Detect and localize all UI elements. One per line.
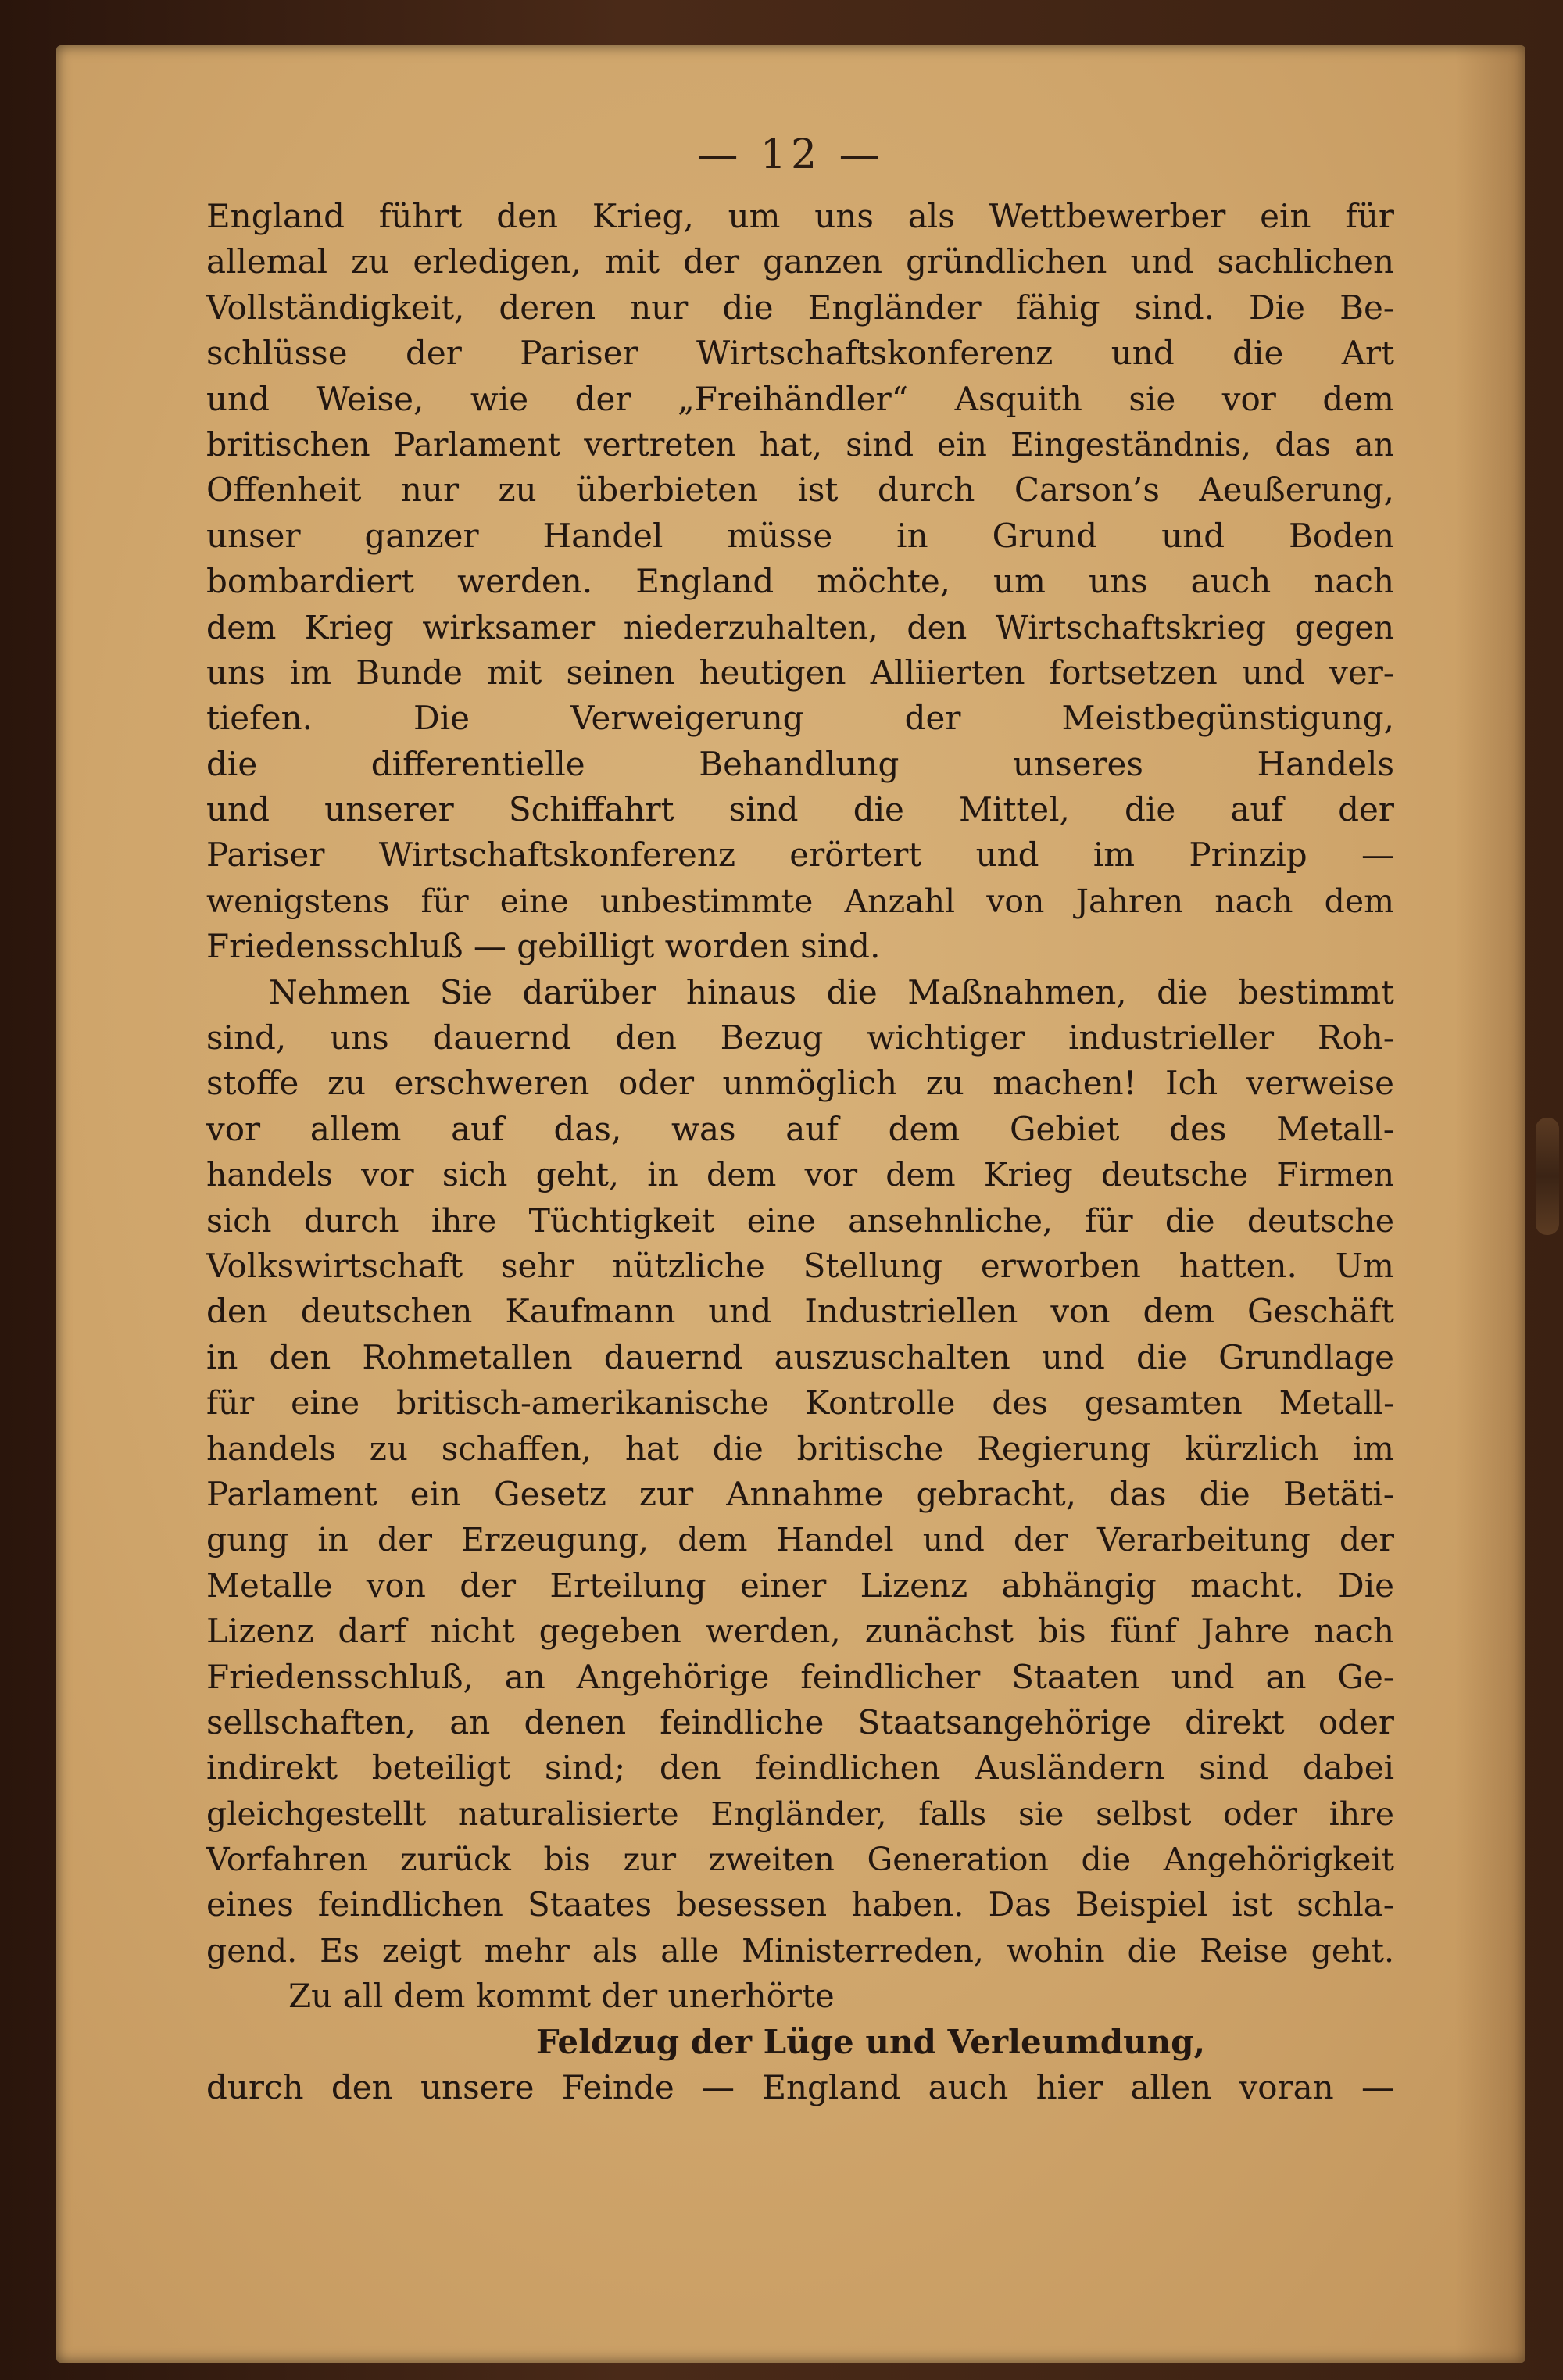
text-line: indirekt beteiligt sind; den feindlichen Ausländern sind dabei (206, 1748, 1394, 1788)
text-line: sich durch ihre Tüchtigkeit eine ansehnliche, für die deutsche (206, 1201, 1394, 1240)
text-line: uns im Bunde mit seinen heutigen Alliierten fortsetzen und ver- (206, 653, 1394, 692)
text-line: sellschaften, an denen feindliche Staatsangehörige direkt oder (206, 1702, 1394, 1741)
text-line: den deutschen Kaufmann und Industriellen von dem Geschäft (206, 1292, 1394, 1331)
text-line: in den Rohmetallen dauernd auszuschalten und die Grundlage (206, 1337, 1394, 1376)
text-line: Friedensschluß, an Angehörige feindlicher Staaten und an Ge- (206, 1657, 1394, 1696)
text-line: Zu all dem kommt der unerhörte (288, 1977, 835, 2016)
text-line: gung in der Erzeugung, dem Handel und der Verarbeitung der (206, 1521, 1394, 1559)
text-line: unser ganzer Handel müsse in Grund und Boden (206, 516, 1394, 555)
text-line: Vollständigkeit, deren nur die Engländer fähig sind. Die Be- (206, 288, 1394, 327)
text-line: allemal zu erledigen, mit der ganzen gründlichen und sachlichen (206, 242, 1394, 281)
text-line: bombardiert werden. England möchte, um uns auch nach (206, 562, 1394, 601)
text-line: gend. Es zeigt mehr als alle Ministerreden, wohin die Reise geht. (206, 1931, 1394, 1970)
text-line: handels zu schaffen, hat die britische Regierung kürzlich im (206, 1429, 1394, 1468)
text-line: eines feindlichen Staates besessen haben. Das Beispiel ist schla- (206, 1885, 1394, 1924)
body-text (206, 194, 1394, 2110)
text-line: für eine britisch-amerikanische Kontrolle des gesamten Metall- (206, 1384, 1394, 1423)
text-line: Pariser Wirtschaftskonferenz erörtert und im Prinzip — (206, 836, 1394, 875)
text-line: dem Krieg wirksamer niederzuhalten, den Wirtschaftskrieg gegen (206, 608, 1394, 646)
text-line: durch den unsere Feinde — England auch hier allen voran — (206, 2068, 1394, 2107)
text-line: tiefen. Die Verweigerung der Meistbegünstigung, (206, 699, 1394, 738)
section-heading: Feldzug der Lüge und Verleumdung, (535, 2022, 1206, 2061)
text-line: und unserer Schiffahrt sind die Mittel, die auf der (206, 790, 1394, 829)
text-line: die differentielle Behandlung unseres Handels (206, 744, 1394, 783)
text-line: England führt den Krieg, um uns als Wettbewerber ein für (206, 197, 1394, 235)
text-line: sind, uns dauernd den Bezug wichtiger industrieller Roh- (206, 1018, 1394, 1058)
text-line: Offenheit nur zu überbieten ist durch Carson’s Aeußerung, (206, 471, 1394, 510)
text-line: Nehmen Sie darüber hinaus die Maßnahmen, die bestimmt (269, 972, 1394, 1011)
text-line: handels vor sich geht, in dem vor dem Krieg deutsche Firmen (206, 1156, 1394, 1194)
text-line: wenigstens für eine unbestimmte Anzahl von Jahren nach dem (206, 882, 1394, 920)
text-line: Metalle von der Erteilung einer Lizenz abhängig macht. Die (206, 1566, 1394, 1605)
text-line: Friedensschluß — gebilligt worden sind. (206, 927, 881, 966)
text-line: Lizenz darf nicht gegeben werden, zunächst bis fünf Jahre nach (206, 1612, 1394, 1651)
text-line: gleichgestellt naturalisierte Engländer, falls sie selbst oder ihre (206, 1795, 1394, 1833)
text-line: und Weise, wie der „Freihändler“ Asquith sie vor dem (206, 379, 1394, 418)
text-line: stoffe zu erschweren oder unmöglich zu machen! Ich verweise (206, 1064, 1394, 1103)
text-line: britischen Parlament vertreten hat, sind ein Eingeständnis, das an (206, 425, 1394, 463)
book-page (56, 45, 1525, 2363)
text-line: schlüsse der Pariser Wirtschaftskonferenz und die Art (206, 334, 1394, 373)
binding-thread (1536, 1118, 1559, 1235)
text-line: Volkswirtschaft sehr nützliche Stellung erworben hatten. Um (206, 1246, 1394, 1285)
page-number: — 12 — (697, 131, 885, 178)
text-line: Vorfahren zurück bis zur zweiten Generation die Angehörigkeit (206, 1841, 1394, 1879)
text-line: Parlament ein Gesetz zur Annahme gebracht, das die Betäti- (206, 1474, 1394, 1513)
text-line: vor allem auf das, was auf dem Gebiet des Metall- (206, 1109, 1394, 1148)
